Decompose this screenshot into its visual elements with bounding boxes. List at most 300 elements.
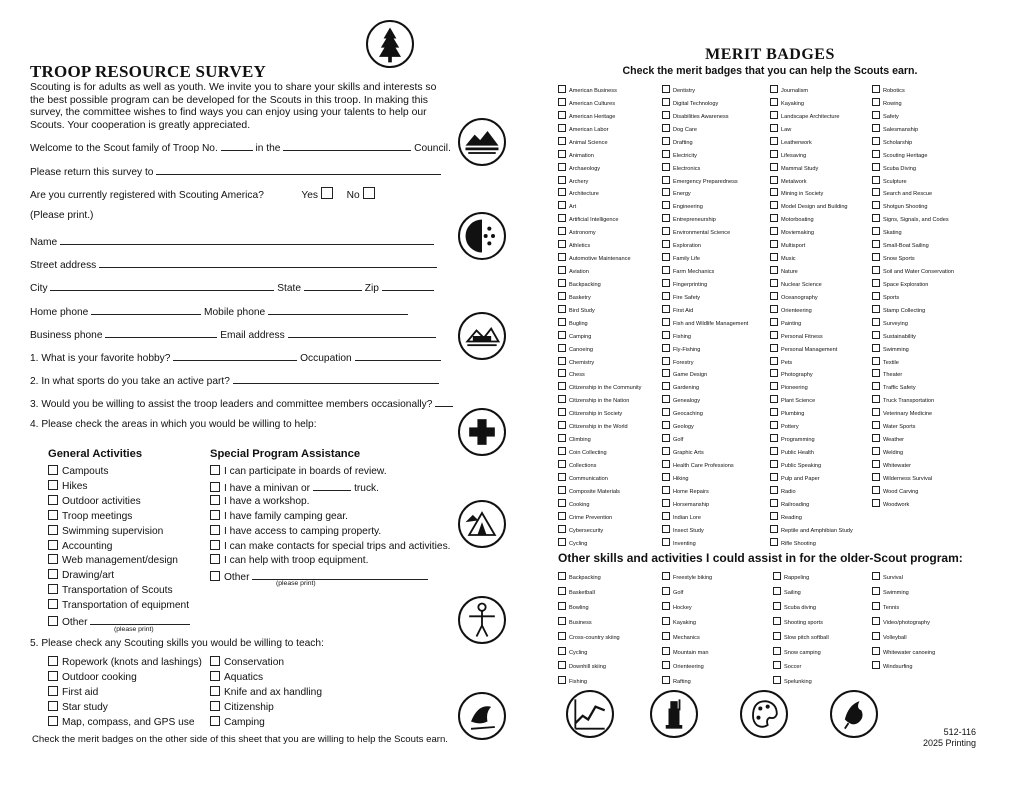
special-i-can-help-with-troop-equipment[interactable] — [210, 554, 368, 568]
merit-badge-architecture[interactable] — [558, 188, 599, 198]
merit-badge-multisport[interactable] — [770, 240, 805, 250]
merit-badge-art[interactable] — [558, 201, 576, 211]
checkbox[interactable] — [662, 408, 670, 416]
checkbox[interactable] — [662, 201, 670, 209]
checkbox[interactable] — [872, 661, 880, 669]
general-transportation-of-scouts[interactable] — [48, 584, 173, 598]
merit-badge-shotgun-shooting[interactable] — [872, 201, 927, 211]
merit-badge-artificial-intelligence[interactable] — [558, 214, 618, 224]
checkbox[interactable] — [662, 188, 670, 196]
checkbox[interactable] — [872, 357, 880, 365]
checkbox[interactable] — [558, 124, 566, 132]
checkbox[interactable] — [770, 344, 778, 352]
checkbox[interactable] — [558, 512, 566, 520]
checkbox[interactable] — [662, 602, 670, 610]
checkbox[interactable] — [48, 671, 58, 681]
older-scout-mechanics[interactable] — [662, 632, 700, 642]
merit-badge-horsemanship[interactable] — [662, 499, 709, 509]
checkbox[interactable] — [210, 495, 220, 505]
merit-badge-rowing[interactable] — [872, 98, 902, 108]
checkbox[interactable] — [872, 292, 880, 300]
checkbox[interactable] — [872, 163, 880, 171]
checkbox[interactable] — [662, 647, 670, 655]
checkbox[interactable] — [770, 201, 778, 209]
checkbox[interactable] — [662, 617, 670, 625]
checkbox[interactable] — [558, 98, 566, 106]
older-scout-freestyle-biking[interactable] — [662, 572, 712, 582]
checkbox[interactable] — [872, 227, 880, 235]
merit-badge-scuba-diving[interactable] — [872, 163, 916, 173]
checkbox[interactable] — [558, 395, 566, 403]
troop-number-field[interactable] — [221, 140, 253, 151]
merit-badge-pulp-and-paper[interactable] — [770, 473, 820, 483]
checkbox[interactable] — [48, 554, 58, 564]
checkbox[interactable] — [662, 473, 670, 481]
merit-badge-law[interactable] — [770, 124, 791, 134]
older-scout-business[interactable] — [558, 617, 592, 627]
merit-badge-plumbing[interactable] — [770, 408, 804, 418]
merit-badge-health-care-professions[interactable] — [662, 460, 734, 470]
assist-field[interactable] — [435, 396, 453, 407]
merit-badge-landscape-architecture[interactable] — [770, 111, 839, 121]
skill-ropework-knots-and-lashings[interactable] — [48, 656, 202, 670]
merit-badge-radio[interactable] — [770, 486, 796, 496]
checkbox[interactable] — [558, 227, 566, 235]
checkbox[interactable] — [662, 486, 670, 494]
checkbox[interactable] — [662, 124, 670, 132]
merit-badge-textile[interactable] — [872, 357, 899, 367]
checkbox[interactable] — [662, 499, 670, 507]
checkbox[interactable] — [872, 369, 880, 377]
checkbox[interactable] — [770, 85, 778, 93]
checkbox[interactable] — [48, 616, 58, 626]
checkbox[interactable] — [558, 176, 566, 184]
merit-badge-safety[interactable] — [872, 111, 899, 121]
older-scout-soccer[interactable] — [773, 661, 801, 671]
checkbox[interactable] — [770, 473, 778, 481]
merit-badge-veterinary-medicine[interactable] — [872, 408, 932, 418]
checkbox[interactable] — [558, 587, 566, 595]
merit-badge-inventing[interactable] — [662, 538, 696, 548]
checkbox[interactable] — [872, 253, 880, 261]
checkbox[interactable] — [872, 473, 880, 481]
checkbox[interactable] — [210, 482, 220, 492]
checkbox[interactable] — [662, 85, 670, 93]
special-other[interactable] — [210, 569, 428, 583]
checkbox[interactable] — [770, 486, 778, 494]
merit-badge-sustainability[interactable] — [872, 331, 916, 341]
merit-badge-kayaking[interactable] — [770, 98, 804, 108]
merit-badge-mining-in-society[interactable] — [770, 188, 823, 198]
checkbox[interactable] — [662, 538, 670, 546]
older-scout-rafting[interactable] — [662, 676, 691, 686]
checkbox[interactable] — [872, 632, 880, 640]
merit-badge-metalwork[interactable] — [770, 176, 807, 186]
merit-badge-digital-technology[interactable] — [662, 98, 718, 108]
merit-badge-cybersecurity[interactable] — [558, 525, 603, 535]
checkbox[interactable] — [558, 676, 566, 684]
merit-badge-entrepreneurship[interactable] — [662, 214, 716, 224]
checkbox[interactable] — [872, 279, 880, 287]
older-scout-slow-pitch-softball[interactable] — [773, 632, 829, 642]
merit-badge-fingerprinting[interactable] — [662, 279, 707, 289]
merit-badge-snow-sports[interactable] — [872, 253, 915, 263]
merit-badge-energy[interactable] — [662, 188, 691, 198]
merit-badge-american-labor[interactable] — [558, 124, 609, 134]
older-scout-video-photography[interactable] — [872, 617, 930, 627]
checkbox[interactable] — [872, 266, 880, 274]
skill-knife-and-ax-handling[interactable] — [210, 686, 322, 700]
checkbox[interactable] — [558, 447, 566, 455]
merit-badge-reptile-and-amphibian-study[interactable] — [770, 525, 853, 535]
older-scout-cross-country-skiing[interactable] — [558, 632, 620, 642]
checkbox[interactable] — [48, 569, 58, 579]
merit-badge-leatherwork[interactable] — [770, 137, 812, 147]
merit-badge-rifle-shooting[interactable] — [770, 538, 816, 548]
checkbox[interactable] — [210, 716, 220, 726]
checkbox[interactable] — [770, 357, 778, 365]
general-accounting[interactable] — [48, 540, 112, 554]
checkbox[interactable] — [662, 525, 670, 533]
general-web-management-design[interactable] — [48, 554, 178, 568]
merit-badge-oceanography[interactable] — [770, 292, 818, 302]
merit-badge-environmental-science[interactable] — [662, 227, 730, 237]
checkbox[interactable] — [662, 331, 670, 339]
checkbox[interactable] — [872, 617, 880, 625]
checkbox[interactable] — [662, 98, 670, 106]
merit-badge-citizenship-in-the-community[interactable] — [558, 382, 641, 392]
special-i-can-make-contacts-for-special-trips-and-activities[interactable] — [210, 540, 451, 554]
checkbox[interactable] — [770, 240, 778, 248]
checkbox[interactable] — [662, 137, 670, 145]
merit-badge-animal-science[interactable] — [558, 137, 608, 147]
checkbox[interactable] — [773, 617, 781, 625]
merit-badge-pottery[interactable] — [770, 421, 799, 431]
checkbox[interactable] — [558, 137, 566, 145]
checkbox[interactable] — [48, 686, 58, 696]
merit-badge-first-aid[interactable] — [662, 305, 693, 315]
merit-badge-american-business[interactable] — [558, 85, 617, 95]
checkbox[interactable] — [773, 676, 781, 684]
checkbox[interactable] — [662, 421, 670, 429]
merit-badge-disabilities-awareness[interactable] — [662, 111, 729, 121]
checkbox[interactable] — [210, 671, 220, 681]
name-field[interactable] — [60, 234, 434, 245]
checkbox[interactable] — [872, 499, 880, 507]
merit-badge-photography[interactable] — [770, 369, 813, 379]
general-hikes[interactable] — [48, 480, 87, 494]
general-other-field[interactable] — [90, 614, 190, 625]
checkbox[interactable] — [662, 279, 670, 287]
checkbox[interactable] — [872, 331, 880, 339]
merit-badge-coin-collecting[interactable] — [558, 447, 607, 457]
checkbox[interactable] — [662, 572, 670, 580]
older-scout-downhill-skiing[interactable] — [558, 661, 606, 671]
checkbox[interactable] — [770, 460, 778, 468]
older-scout-swimming[interactable] — [872, 587, 909, 597]
checkbox[interactable] — [662, 587, 670, 595]
merit-badge-orienteering[interactable] — [770, 305, 812, 315]
merit-badge-american-cultures[interactable] — [558, 98, 615, 108]
special-other-field[interactable] — [252, 569, 428, 580]
registered-yes-checkbox[interactable] — [321, 187, 333, 199]
merit-badge-golf[interactable] — [662, 434, 683, 444]
merit-badge-indian-lore[interactable] — [662, 512, 701, 522]
checkbox[interactable] — [558, 661, 566, 669]
checkbox[interactable] — [872, 647, 880, 655]
merit-badge-dentistry[interactable] — [662, 85, 695, 95]
merit-badge-electricity[interactable] — [662, 150, 697, 160]
merit-badge-pioneering[interactable] — [770, 382, 808, 392]
checkbox[interactable] — [872, 344, 880, 352]
merit-badge-scouting-heritage[interactable] — [872, 150, 927, 160]
checkbox[interactable] — [770, 447, 778, 455]
merit-badge-search-and-rescue[interactable] — [872, 188, 932, 198]
checkbox[interactable] — [770, 512, 778, 520]
merit-badge-scholarship[interactable] — [872, 137, 912, 147]
merit-badge-basketry[interactable] — [558, 292, 591, 302]
checkbox[interactable] — [773, 647, 781, 655]
merit-badge-fly-fishing[interactable] — [662, 344, 700, 354]
checkbox[interactable] — [662, 176, 670, 184]
checkbox[interactable] — [770, 137, 778, 145]
checkbox[interactable] — [558, 357, 566, 365]
merit-badge-genealogy[interactable] — [662, 395, 700, 405]
checkbox[interactable] — [770, 421, 778, 429]
merit-badge-citizenship-in-the-nation[interactable] — [558, 395, 629, 405]
checkbox[interactable] — [872, 572, 880, 580]
checkbox[interactable] — [770, 382, 778, 390]
checkbox[interactable] — [558, 525, 566, 533]
general-troop-meetings[interactable] — [48, 510, 132, 524]
checkbox[interactable] — [662, 227, 670, 235]
merit-badge-emergency-preparedness[interactable] — [662, 176, 738, 186]
checkbox[interactable] — [662, 357, 670, 365]
skill-conservation[interactable] — [210, 656, 284, 670]
merit-badge-geocaching[interactable] — [662, 408, 703, 418]
merit-badge-citizenship-in-the-world[interactable] — [558, 421, 628, 431]
older-scout-sailing[interactable] — [773, 587, 801, 597]
skill-aquatics[interactable] — [210, 671, 263, 685]
checkbox[interactable] — [662, 150, 670, 158]
merit-badge-family-life[interactable] — [662, 253, 700, 263]
checkbox[interactable] — [872, 137, 880, 145]
older-scout-kayaking[interactable] — [662, 617, 696, 627]
merit-badge-cooking[interactable] — [558, 499, 590, 509]
email-field[interactable] — [288, 327, 436, 338]
checkbox[interactable] — [770, 538, 778, 546]
sports-field[interactable] — [233, 373, 439, 384]
merit-badge-citizenship-in-society[interactable] — [558, 408, 622, 418]
checkbox[interactable] — [872, 201, 880, 209]
checkbox[interactable] — [662, 395, 670, 403]
checkbox[interactable] — [48, 716, 58, 726]
merit-badge-backpacking[interactable] — [558, 279, 601, 289]
merit-badge-plant-science[interactable] — [770, 395, 815, 405]
checkbox[interactable] — [210, 510, 220, 520]
merit-badge-surveying[interactable] — [872, 318, 908, 328]
merit-badge-lifesaving[interactable] — [770, 150, 806, 160]
checkbox[interactable] — [770, 227, 778, 235]
older-scout-cycling[interactable] — [558, 647, 587, 657]
checkbox[interactable] — [662, 214, 670, 222]
checkbox[interactable] — [662, 512, 670, 520]
checkbox[interactable] — [558, 85, 566, 93]
checkbox[interactable] — [48, 540, 58, 550]
checkbox[interactable] — [210, 554, 220, 564]
older-scout-rappeling[interactable] — [773, 572, 809, 582]
checkbox[interactable] — [770, 499, 778, 507]
special-i-have-a-minivan-or[interactable] — [210, 480, 379, 494]
checkbox[interactable] — [48, 495, 58, 505]
merit-badge-weather[interactable] — [872, 434, 904, 444]
merit-badge-astronomy[interactable] — [558, 227, 596, 237]
merit-badge-camping[interactable] — [558, 331, 591, 341]
checkbox[interactable] — [770, 253, 778, 261]
merit-badge-dog-care[interactable] — [662, 124, 697, 134]
checkbox[interactable] — [770, 525, 778, 533]
checkbox[interactable] — [773, 602, 781, 610]
merit-badge-aviation[interactable] — [558, 266, 589, 276]
checkbox[interactable] — [558, 201, 566, 209]
checkbox[interactable] — [210, 465, 220, 475]
checkbox[interactable] — [662, 240, 670, 248]
merit-badge-game-design[interactable] — [662, 369, 707, 379]
merit-badge-gardening[interactable] — [662, 382, 699, 392]
checkbox[interactable] — [770, 176, 778, 184]
skill-outdoor-cooking[interactable] — [48, 671, 137, 685]
registered-no-checkbox[interactable] — [363, 187, 375, 199]
city-field[interactable] — [50, 280, 274, 291]
checkbox[interactable] — [872, 305, 880, 313]
merit-badge-sculpture[interactable] — [872, 176, 907, 186]
merit-badge-animation[interactable] — [558, 150, 594, 160]
checkbox[interactable] — [770, 266, 778, 274]
checkbox[interactable] — [872, 460, 880, 468]
checkbox[interactable] — [558, 617, 566, 625]
checkbox[interactable] — [872, 486, 880, 494]
checkbox[interactable] — [558, 408, 566, 416]
merit-badge-theater[interactable] — [872, 369, 902, 379]
merit-badge-pets[interactable] — [770, 357, 792, 367]
merit-badge-sports[interactable] — [872, 292, 899, 302]
checkbox[interactable] — [872, 382, 880, 390]
merit-badge-space-exploration[interactable] — [872, 279, 928, 289]
checkbox[interactable] — [872, 408, 880, 416]
checkbox[interactable] — [558, 240, 566, 248]
merit-badge-reading[interactable] — [770, 512, 802, 522]
merit-badge-wood-carving[interactable] — [872, 486, 918, 496]
checkbox[interactable] — [210, 525, 220, 535]
merit-badge-stamp-collecting[interactable] — [872, 305, 925, 315]
merit-badge-painting[interactable] — [770, 318, 801, 328]
merit-badge-wilderness-survival[interactable] — [872, 473, 932, 483]
home-phone-field[interactable] — [91, 304, 201, 315]
hobby-field[interactable] — [173, 350, 297, 361]
merit-badge-climbing[interactable] — [558, 434, 591, 444]
merit-badge-crime-prevention[interactable] — [558, 512, 612, 522]
council-field[interactable] — [283, 140, 411, 151]
older-scout-fishing[interactable] — [558, 676, 587, 686]
merit-badge-electronics[interactable] — [662, 163, 700, 173]
older-scout-whitewater-canoeing[interactable] — [872, 647, 935, 657]
checkbox[interactable] — [558, 253, 566, 261]
checkbox[interactable] — [872, 124, 880, 132]
checkbox[interactable] — [872, 447, 880, 455]
older-scout-volleyball[interactable] — [872, 632, 907, 642]
older-scout-basketball[interactable] — [558, 587, 595, 597]
merit-badge-collections[interactable] — [558, 460, 596, 470]
checkbox[interactable] — [872, 98, 880, 106]
checkbox[interactable] — [48, 510, 58, 520]
checkbox[interactable] — [770, 395, 778, 403]
merit-badge-automotive-maintenance[interactable] — [558, 253, 631, 263]
merit-badge-archaeology[interactable] — [558, 163, 600, 173]
minivan-truck-field[interactable] — [313, 480, 351, 491]
checkbox[interactable] — [558, 486, 566, 494]
merit-badge-swimming[interactable] — [872, 344, 909, 354]
older-scout-hockey[interactable] — [662, 602, 692, 612]
general-campouts[interactable] — [48, 465, 108, 479]
checkbox[interactable] — [662, 318, 670, 326]
checkbox[interactable] — [558, 163, 566, 171]
older-scout-mountain-man[interactable] — [662, 647, 708, 657]
checkbox[interactable] — [558, 344, 566, 352]
merit-badge-athletics[interactable] — [558, 240, 590, 250]
checkbox[interactable] — [770, 331, 778, 339]
checkbox[interactable] — [770, 292, 778, 300]
merit-badge-drafting[interactable] — [662, 137, 693, 147]
checkbox[interactable] — [770, 279, 778, 287]
checkbox[interactable] — [558, 266, 566, 274]
special-i-have-a-workshop[interactable] — [210, 495, 310, 509]
checkbox[interactable] — [558, 382, 566, 390]
merit-badge-journalism[interactable] — [770, 85, 808, 95]
checkbox[interactable] — [558, 434, 566, 442]
checkbox[interactable] — [662, 632, 670, 640]
checkbox[interactable] — [770, 434, 778, 442]
checkbox[interactable] — [770, 369, 778, 377]
checkbox[interactable] — [210, 701, 220, 711]
checkbox[interactable] — [558, 421, 566, 429]
checkbox[interactable] — [773, 632, 781, 640]
checkbox[interactable] — [662, 305, 670, 313]
checkbox[interactable] — [662, 163, 670, 171]
checkbox[interactable] — [872, 150, 880, 158]
checkbox[interactable] — [210, 656, 220, 666]
special-i-have-family-camping-gear[interactable] — [210, 510, 348, 524]
checkbox[interactable] — [558, 602, 566, 610]
skill-star-study[interactable] — [48, 701, 108, 715]
checkbox[interactable] — [662, 382, 670, 390]
checkbox[interactable] — [872, 214, 880, 222]
skill-citizenship[interactable] — [210, 701, 274, 715]
checkbox[interactable] — [872, 587, 880, 595]
merit-badge-fish-and-wildlife-management[interactable] — [662, 318, 748, 328]
checkbox[interactable] — [872, 176, 880, 184]
merit-badge-water-sports[interactable] — [872, 421, 915, 431]
merit-badge-personal-management[interactable] — [770, 344, 837, 354]
merit-badge-nature[interactable] — [770, 266, 798, 276]
merit-badge-mammal-study[interactable] — [770, 163, 818, 173]
checkbox[interactable] — [662, 253, 670, 261]
checkbox[interactable] — [558, 460, 566, 468]
checkbox[interactable] — [558, 473, 566, 481]
merit-badge-signs-signals-and-codes[interactable] — [872, 214, 949, 224]
merit-badge-robotics[interactable] — [872, 85, 905, 95]
older-scout-backpacking[interactable] — [558, 572, 601, 582]
older-scout-snow-camping[interactable] — [773, 647, 821, 657]
